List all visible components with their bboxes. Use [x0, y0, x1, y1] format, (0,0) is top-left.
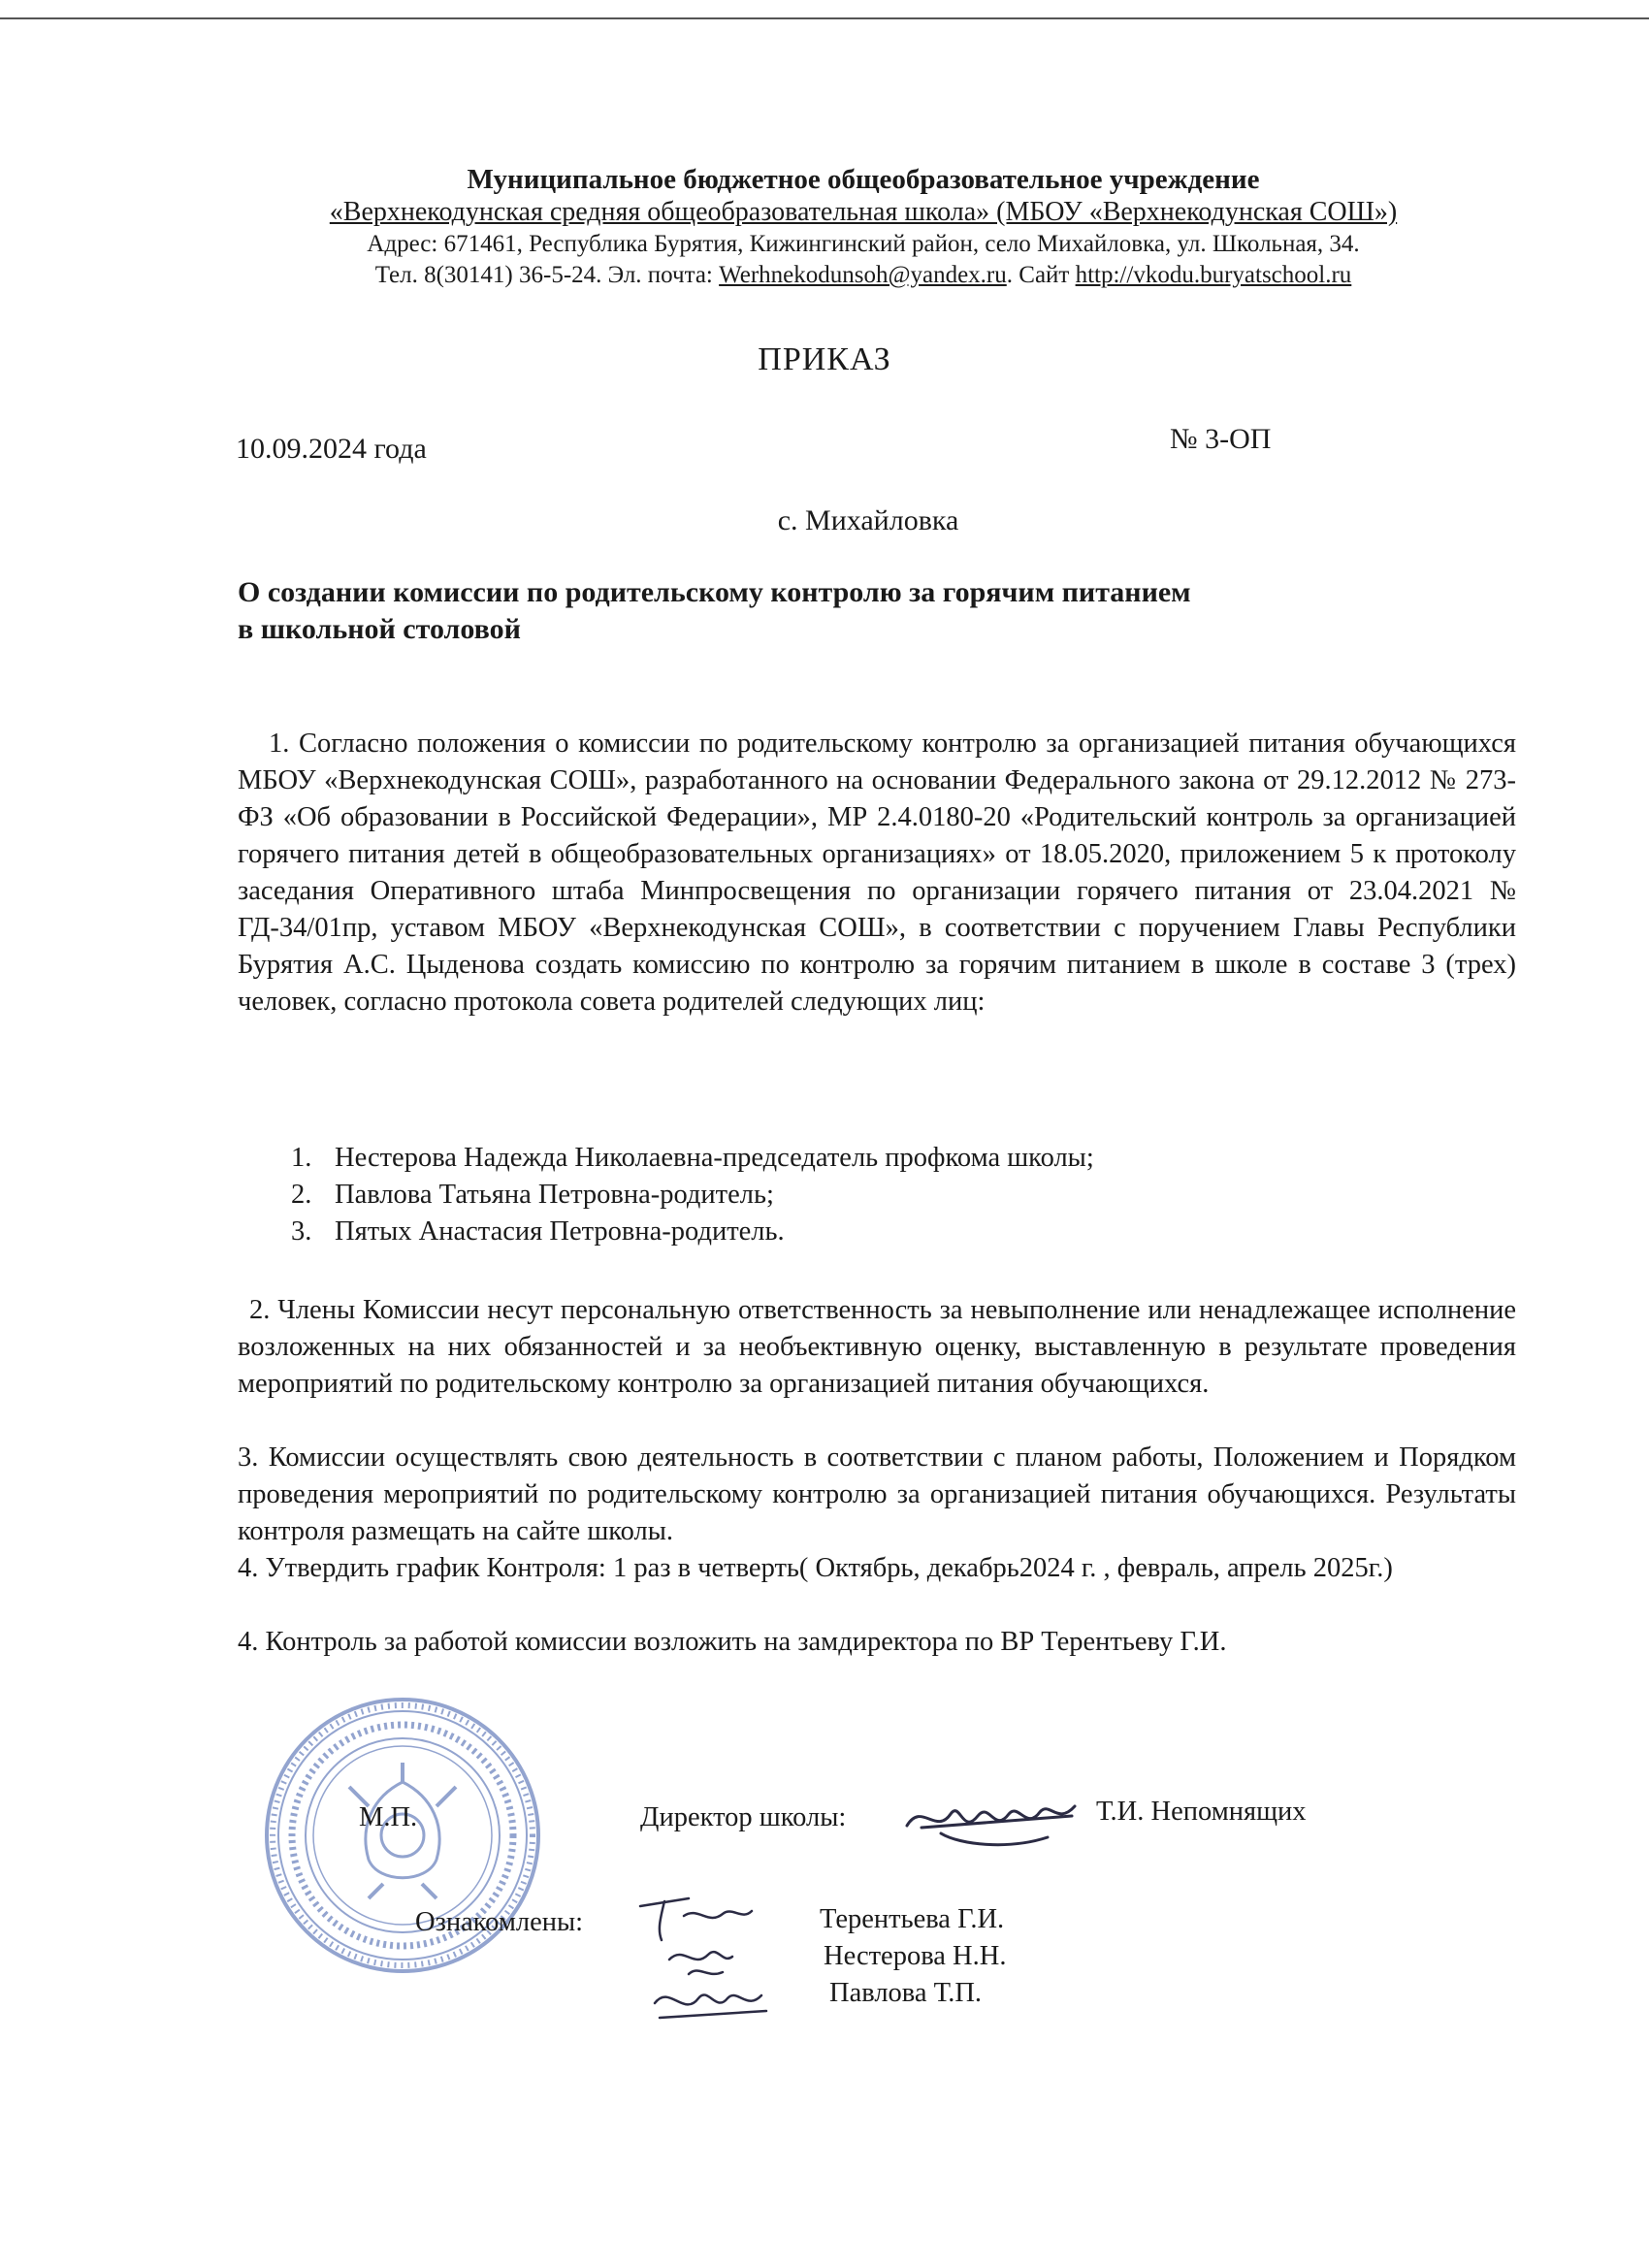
director-signature — [902, 1777, 1086, 1855]
subject-line: О создании комиссии по родительскому контролю за горячим питанием — [238, 576, 1191, 608]
scan-edge-line — [0, 17, 1649, 19]
list-number: 3. — [291, 1216, 312, 1247]
paragraph-3: 3. Комиссии осуществлять свою деятельность в соответствии с планом работы, Положением и Порядком проведения мероприятий по родительскому контролю за организацией питания обучающихся. Результаты контроля размещать на сайте школы. — [238, 1442, 1516, 1546]
site-prefix: . Сайт — [1006, 262, 1076, 288]
order-place: с. Михайловка — [777, 504, 959, 536]
school-address: Адрес: 671461, Республика Бурятия, Кижингинский район, село Михайловка, ул. Школьная, 34. — [367, 231, 1360, 257]
list-number: 2. — [291, 1180, 312, 1210]
ack-name: Терентьева Г.И. — [820, 1904, 1005, 1934]
subject-line: в школьной столовой — [238, 613, 521, 645]
ack-name: Павлова Т.П. — [829, 1978, 983, 2008]
org-name: Муниципальное бюджетное общеобразовательное учреждение — [467, 164, 1260, 195]
member-text: Павлова Татьяна Петровна-родитель; — [335, 1180, 774, 1210]
members-list — [291, 1140, 1094, 1250]
stamp-label: М.П. — [359, 1802, 418, 1832]
list-number: 1. — [291, 1143, 312, 1173]
acknowledgement-signatures — [630, 1887, 805, 2032]
director-label: Директор школы: — [640, 1802, 847, 1832]
director-name: Т.И. Непомнящих — [1096, 1797, 1307, 1827]
paragraph-5: 4. Контроль за работой комиссии возложить на замдиректора по ВР Терентьеву Г.И. — [238, 1627, 1227, 1657]
paragraph-4: 4. Утвердить график Контроля: 1 раз в четверть( Октябрь, декабрь2024 г. , февраль, апрель 2025г.) — [238, 1553, 1393, 1583]
school-contacts — [233, 260, 1494, 291]
list-item — [291, 1140, 1094, 1177]
site-link[interactable]: http://vkodu.buryatschool.ru — [1075, 262, 1352, 288]
order-subject — [238, 574, 1353, 648]
order-number: № 3-ОП — [1170, 423, 1272, 455]
school-name: «Верхнекодунская средняя общеобразовательная школа» (МБОУ «Верхнекодунская СОШ») — [329, 197, 1398, 227]
list-item — [291, 1177, 1094, 1214]
phone-text: Тел. 8(30141) 36-5-24. Эл. почта: — [374, 262, 720, 288]
paragraph-2: 2. Члены Комиссии несут персональную ответственность за невыполнение или ненадлежащее исполнение возложенных на них обязанностей и за необъективную оценку, выставленную в результате проведения мероприятий по родительскому контролю за организацией питания обучающихся. — [238, 1295, 1516, 1399]
letterhead — [233, 163, 1494, 291]
email-link[interactable]: Werhnekodunsoh@yandex.ru — [719, 262, 1007, 288]
paragraph-1: 1. Согласно положения о комиссии по родительскому контролю за организацией питания обучающихся МБОУ «Верхнекодунская СОШ», разработанного на основании Федерального закона от 29.12.2012 № 273-ФЗ «Об образовании в Российской Федерации», МР 2.4.0180-20 «Родительский контроль за организацией горячего питания детей в общеобразовательных организациях» от 18.05.2020, приложением 5 к протоколу заседания Оперативного штаба Минпросвещения по организации горячего питания от 23.04.2021 № ГД-34/01пр, уставом МБОУ «Верхнекодунская СОШ», в соответствии с поручением Главы Республики Бурятия А.С. Цыденова создать комиссию по контролю за горячим питанием в школе в составе 3 (трех) человек, согласно протокола совета родителей следующих лиц: — [238, 729, 1516, 1017]
ack-name: Нестерова Н.Н. — [824, 1941, 1007, 1971]
acknowledged-label: Ознакомлены: — [415, 1907, 584, 1937]
order-date: 10.09.2024 года — [236, 433, 427, 465]
acknowledged-names — [820, 1901, 1006, 2012]
list-item — [291, 1214, 1094, 1250]
member-text: Нестерова Надежда Николаевна-председатель профкома школы; — [335, 1143, 1094, 1173]
document-title: ПРИКАЗ — [758, 341, 891, 377]
member-text: Пятых Анастасия Петровна-родитель. — [335, 1216, 785, 1247]
